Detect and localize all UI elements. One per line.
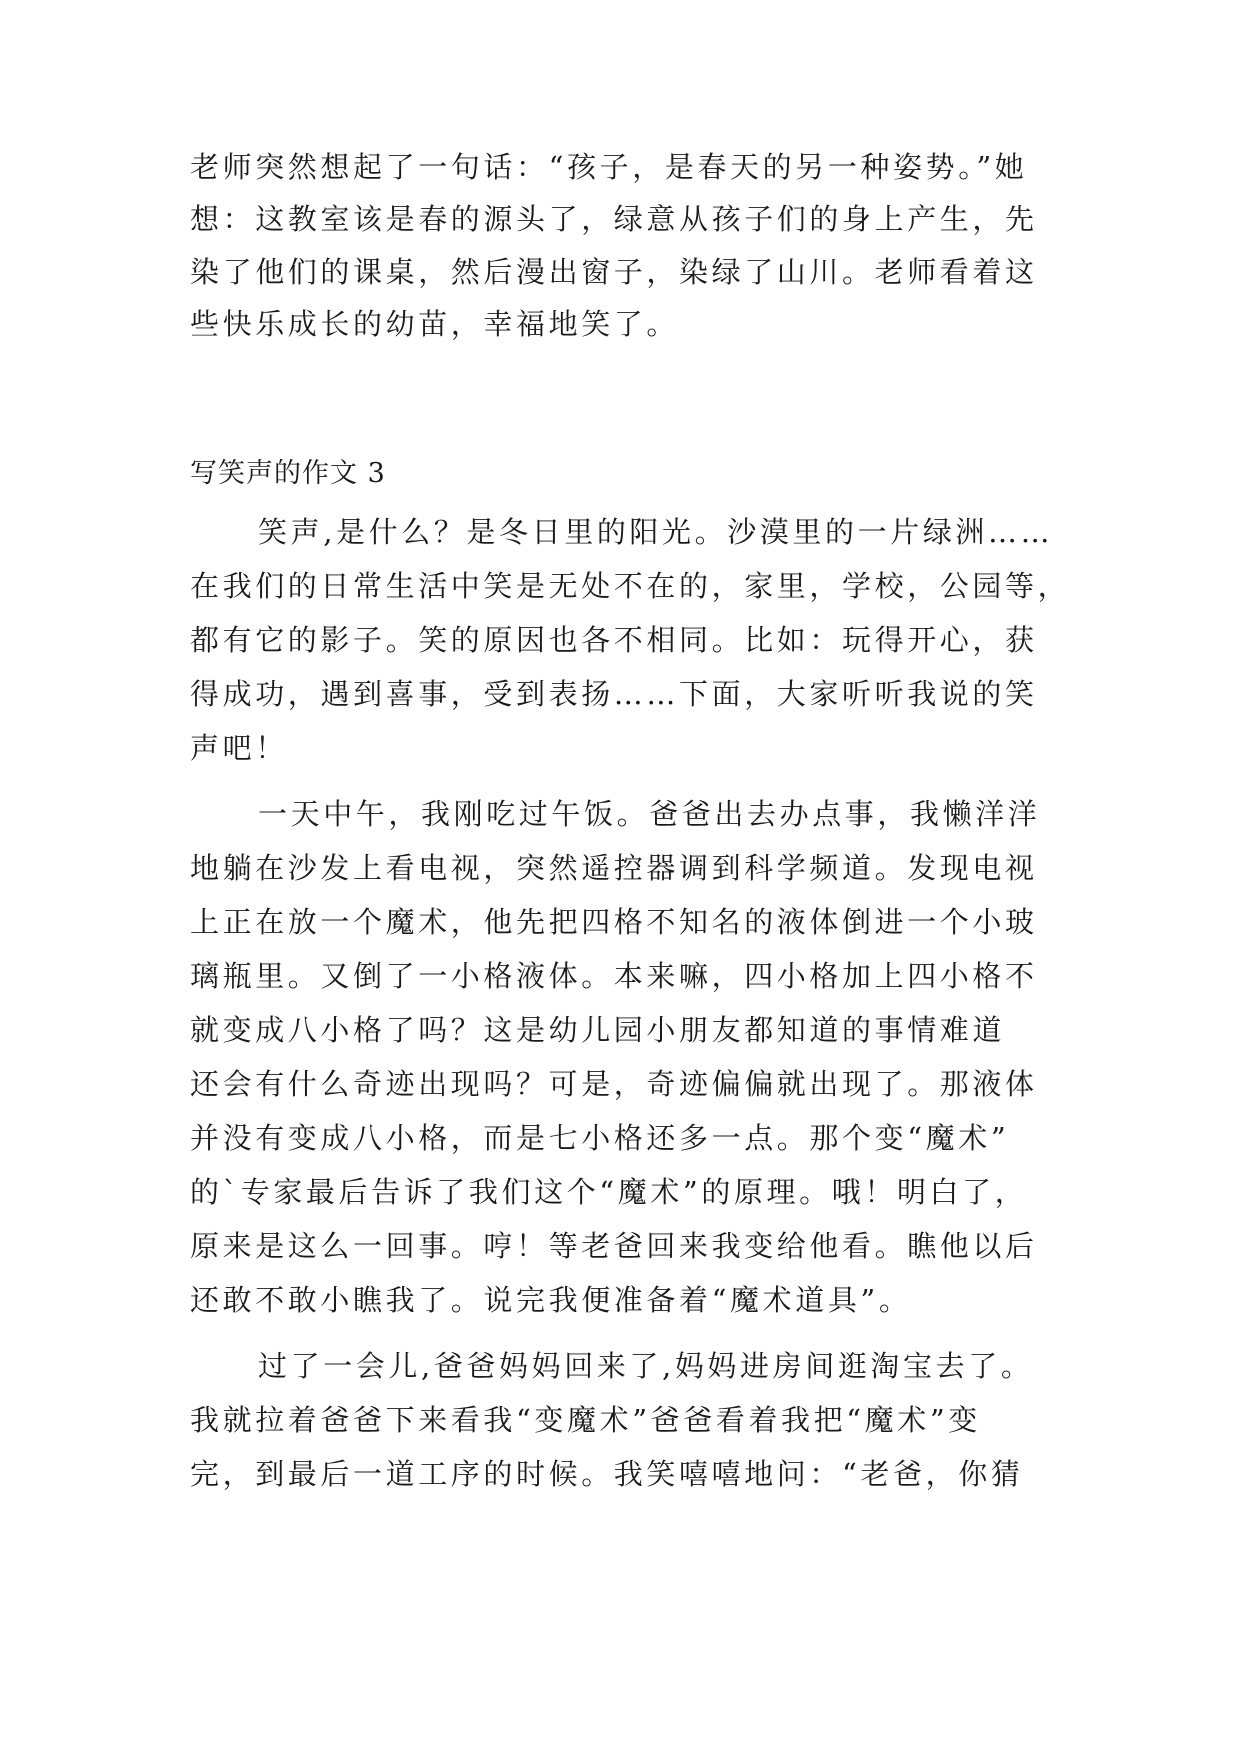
paragraph-line: 些快乐成长的幼苗，幸福地笑了。: [190, 307, 680, 341]
paragraph-line: 得成功，遇到喜事，受到表扬……下面，大家听听我说的笑: [190, 677, 1038, 711]
paragraph-line: 都有它的影子。笑的原因也各不相同。比如：玩得开心，获: [190, 623, 1038, 657]
paragraph-line: 就变成八小格了吗？这是幼儿园小朋友都知道的事情难道: [190, 1013, 1006, 1047]
paragraph-line: 在我们的日常生活中笑是无处不在的，家里，学校，公园等，: [190, 569, 1071, 603]
paragraph-line: 还会有什么奇迹出现吗？可是，奇迹偏偏就出现了。那液体: [190, 1067, 1038, 1101]
paragraph-line: 并没有变成八小格，而是七小格还多一点。那个变“魔术”: [190, 1121, 1010, 1155]
paragraph-line: 染了他们的课桌，然后漫出窗子，染绿了山川。老师看着这: [190, 255, 1038, 289]
paragraph-line: 我就拉着爸爸下来看我“变魔术”爸爸看着我把“魔术”变: [190, 1403, 981, 1437]
paragraph-line: 过了一会儿,爸爸妈妈回来了,妈妈进房间逛淘宝去了。: [258, 1349, 1034, 1383]
paragraph-line: 完，到最后一道工序的时候。我笑嘻嘻地问：“老爸，你猜: [190, 1457, 1024, 1491]
paragraph-line: 的`专家最后告诉了我们这个“魔术”的原理。哦！明白了，: [190, 1175, 1028, 1209]
paragraph-line: 老师突然想起了一句话：“孩子，是春天的另一种姿势。”她: [190, 150, 1028, 184]
paragraph-line: 还敢不敢小瞧我了。说完我便准备着“魔术道具”。: [190, 1283, 912, 1317]
paragraph-line: 一天中午，我刚吃过午饭。爸爸出去办点事，我懒洋洋: [258, 797, 1041, 831]
paragraph-line: 上正在放一个魔术，他先把四格不知名的液体倒进一个小玻: [190, 905, 1038, 939]
section-title: 写笑声的作文 3: [190, 458, 386, 489]
paragraph-line: 笑声,是什么？是冬日里的阳光。沙漠里的一片绿洲……: [258, 515, 1054, 549]
paragraph-line: 璃瓶里。又倒了一小格液体。本来嘛，四小格加上四小格不: [190, 959, 1038, 993]
paragraph-line: 地躺在沙发上看电视，突然遥控器调到科学频道。发现电视: [190, 851, 1038, 885]
paragraph-line: 想：这教室该是春的源头了，绿意从孩子们的身上产生，先: [190, 202, 1038, 236]
paragraph-line: 原来是这么一回事。哼！等老爸回来我变给他看。瞧他以后: [190, 1229, 1038, 1263]
paragraph-line: 声吧！: [190, 731, 288, 765]
